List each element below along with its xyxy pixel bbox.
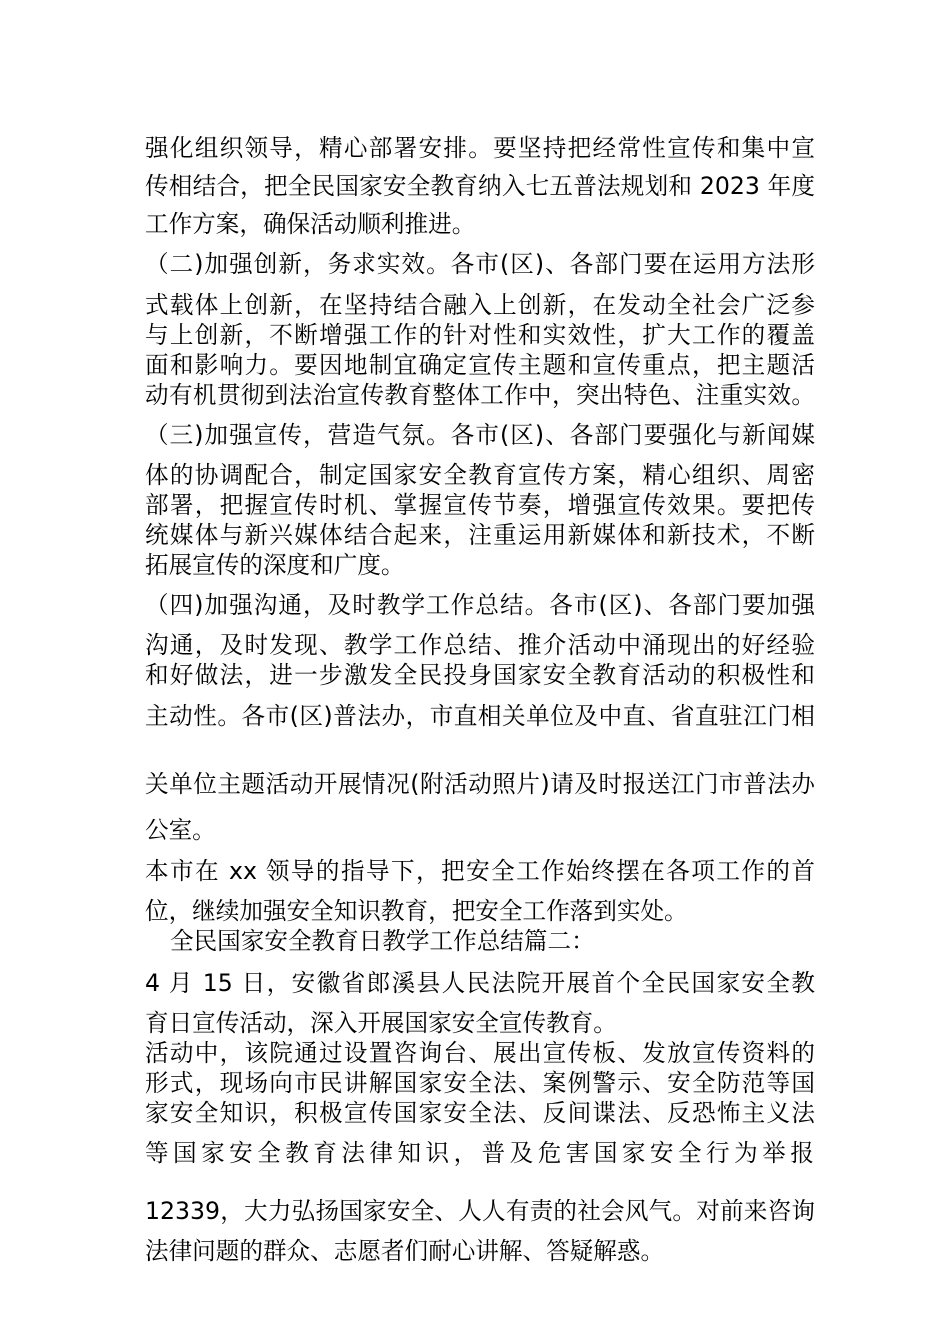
text-line: 动有机贯彻到法治宣传教育整体工作中，突出特色、注重实效。	[145, 381, 815, 409]
text-line: 12339，大力弘扬国家安全、人人有责的社会风气。对前来咨询	[145, 1197, 815, 1225]
text-line: 法律问题的群众、志愿者们耐心讲解、答疑解惑。	[145, 1237, 665, 1265]
text-line: 育日宣传活动，深入开展国家安全宣传教育。	[145, 1009, 617, 1037]
paragraph-heading: （三)加强宣传，营造气氛。各市(区)、各部门要强化与新闻媒	[145, 421, 815, 449]
text-line: 主动性。各市(区)普法办，市直相关单位及中直、省直驻江门相	[145, 702, 815, 730]
text-line: 沟通，及时发现、教学工作总结、推介活动中涌现出的好经验	[145, 631, 815, 659]
text-line: 体的协调配合，制定国家安全教育宣传方案，精心组织、周密	[145, 461, 815, 489]
paragraph-heading: （四)加强沟通，及时教学工作总结。各市(区)、各部门要加强	[145, 591, 815, 619]
text-line: 等国家安全教育法律知识，普及危害国家安全行为举报	[145, 1139, 815, 1167]
text-line: 部署，把握宣传时机、掌握宣传节奏，增强宣传效果。要把传	[145, 491, 815, 519]
text-line: 公室。	[145, 816, 216, 844]
text-line: 位，继续加强安全知识教育，把安全工作落到实处。	[145, 897, 688, 925]
paragraph-heading: （二)加强创新，务求实效。各市(区)、各部门要在运用方法形	[145, 250, 815, 278]
section-heading: 全民国家安全教育日教学工作总结篇二：	[170, 927, 595, 955]
text-line: 和好做法，进一步激发全民投身国家安全教育活动的积极性和	[145, 661, 815, 689]
text-line: 本市在 xx 领导的指导下，把安全工作始终摆在各项工作的首	[145, 857, 815, 885]
text-line: 形式，现场向市民讲解国家安全法、案例警示、安全防范等国	[145, 1069, 815, 1097]
text-line: 强化组织领导，精心部署安排。要坚持把经常性宣传和集中宣	[145, 134, 815, 162]
text-line: 家安全知识，积极宣传国家安全法、反间谍法、反恐怖主义法	[145, 1099, 815, 1127]
text-line: 活动中，该院通过设置咨询台、展出宣传板、发放宣传资料的	[145, 1039, 815, 1067]
text-line: 关单位主题活动开展情况(附活动照片)请及时报送江门市普法办	[145, 770, 815, 798]
text-line: 与上创新，不断增强工作的针对性和实效性，扩大工作的覆盖	[145, 321, 815, 349]
text-line: 面和影响力。要因地制宜确定宣传主题和宣传重点，把主题活	[145, 351, 815, 379]
text-line: 拓展宣传的深度和广度。	[145, 551, 405, 579]
text-line: 4 月 15 日，安徽省郎溪县人民法院开展首个全民国家安全教	[145, 969, 815, 997]
text-line: 传相结合，把全民国家安全教育纳入七五普法规划和 2023 年度	[145, 172, 815, 200]
text-line: 工作方案，确保活动顺利推进。	[145, 210, 476, 238]
text-line: 式载体上创新，在坚持结合融入上创新，在发动全社会广泛参	[145, 291, 815, 319]
text-line: 统媒体与新兴媒体结合起来，注重运用新媒体和新技术，不断	[145, 521, 815, 549]
